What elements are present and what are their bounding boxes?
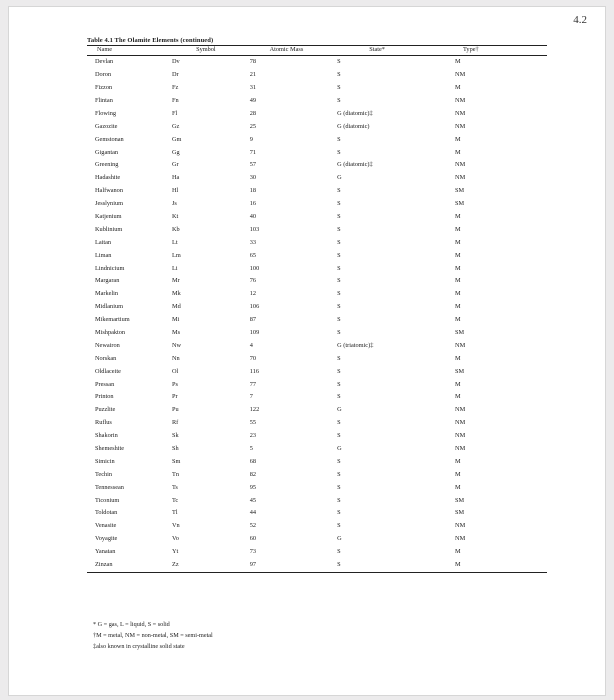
cell-state: S [337,419,341,427]
cell-symbol: Kt [171,212,179,220]
cell-name: Flowing [95,109,116,117]
cell-type: SM [455,509,465,517]
cell-atomic-mass: 60 [249,535,257,543]
cell-atomic-mass: 21 [249,71,257,79]
cell-atomic-mass: 23 [249,432,257,440]
cell-type: M [455,58,461,66]
cell-type: NM [455,432,466,440]
cell-state: G (diatomic)‡ [337,109,373,117]
cell-symbol: Vn [171,522,180,530]
table-row [87,546,547,559]
cell-atomic-mass: 109 [249,329,260,336]
cell-type: M [455,212,461,220]
cell-name: Puzzlite [95,406,116,414]
cell-symbol: Rf [171,419,179,427]
cell-symbol: Kb [171,225,180,233]
table-row [87,443,547,456]
table-row [87,198,547,211]
cell-state: S [337,367,341,375]
cell-name: Norskan [95,354,117,362]
cell-state: S [337,496,341,504]
cell-atomic-mass: 78 [249,58,257,66]
cell-name: Oldlaceite [95,367,121,375]
cell-atomic-mass: 49 [249,96,257,104]
cell-type: M [455,470,461,478]
cell-state: S [337,84,341,92]
cell-type: M [425,559,547,572]
cell-name: Mishpakton [95,329,126,336]
table-row [87,533,547,546]
cell-atomic-mass: 25 [249,122,257,130]
cell-state: S [337,509,341,517]
cell-atomic-mass: 103 [249,225,260,233]
cell-state: G [337,406,342,414]
cell-symbol: Tl [171,509,178,517]
cell-atomic-mass: 31 [249,84,257,92]
cell-type: M [455,457,461,465]
cell-symbol: Dr [171,71,179,79]
cell-state: S [329,559,425,572]
cell-symbol: Nn [171,354,180,362]
document-page [8,6,606,696]
cell-symbol: Ol [171,367,179,375]
cell-state: S [337,316,341,324]
cell-symbol: Js [171,200,177,208]
cell-name: Printon [95,393,114,401]
table-row [87,352,547,365]
cell-atomic-mass: 7 [249,393,253,401]
cell-state: S [337,58,341,66]
table-row [87,120,547,133]
footnote-type: †M = metal, NM = non-metal, SM = semi-metal [93,632,213,639]
cell-state: S [337,225,341,233]
table-row [87,327,547,340]
cell-name: Zinzan [87,559,168,572]
cell-name: Pressan [95,380,115,388]
cell-symbol: Li [171,264,178,272]
table-body [87,56,547,573]
cell-state: G (triatomic)‡ [337,341,374,349]
cell-type: NM [455,535,466,543]
cell-symbol: Pu [171,406,179,414]
cell-type: NM [455,445,466,453]
table-row [87,236,547,249]
cell-type: M [455,135,461,143]
cell-state: S [337,212,341,220]
cell-state: S [337,483,341,491]
cell-name: Mikemartium [95,316,130,324]
cell-state: S [337,251,341,259]
cell-state: S [337,470,341,478]
cell-type: M [455,148,461,156]
cell-state: S [337,329,341,336]
cell-name: Venasite [95,522,117,530]
header-atomic-mass: Atomic Mass [244,46,329,56]
cell-state: S [337,187,341,195]
cell-symbol: Sh [171,445,179,453]
cell-atomic-mass: 16 [249,200,257,208]
cell-name: Techin [95,470,113,478]
cell-atomic-mass: 12 [249,290,257,298]
table-row [87,288,547,301]
cell-symbol: Ps [171,380,178,388]
table-row [87,82,547,95]
cell-atomic-mass: 33 [249,238,257,246]
cell-symbol: Mr [171,277,180,285]
cell-symbol: Tc [171,496,179,504]
table-row [87,95,547,108]
cell-type: M [455,225,461,233]
cell-symbol: Nw [171,341,182,349]
cell-atomic-mass: 30 [249,174,257,182]
table-row [87,507,547,520]
cell-type: M [455,354,461,362]
cell-type: SM [455,367,465,375]
cell-state: S [337,71,341,79]
header-name: Name [87,46,168,56]
cell-type: M [455,251,461,259]
header-type: Type† [425,46,547,56]
cell-atomic-mass: 77 [249,380,257,388]
cell-atomic-mass: 18 [249,187,257,195]
cell-state: G (diatomic) [337,122,370,130]
footnote-state: * G = gas, L = liquid, S = solid [93,621,170,628]
cell-state: S [337,96,341,104]
cell-name: Hadashite [95,174,121,182]
cell-atomic-mass: 45 [249,496,257,504]
cell-name: Ruflus [95,419,112,427]
cell-symbol: Ts [171,483,178,491]
cell-name: Gemstonan [95,135,124,143]
table-row [87,146,547,159]
cell-name: Jesslynium [95,200,123,208]
cell-type: NM [455,419,466,427]
cell-type: NM [455,71,466,79]
cell-state: S [337,290,341,298]
cell-name: Simicin [95,457,115,465]
cell-atomic-mass: 57 [249,161,257,169]
cell-symbol: Tn [171,470,179,478]
cell-symbol: Fn [171,96,179,104]
cell-type: M [455,84,461,92]
cell-state: G [337,174,342,182]
cell-atomic-mass: 52 [249,522,257,530]
cell-name: Gazozite [95,122,118,130]
page-number: 4.2 [573,14,587,26]
table-row [87,494,547,507]
cell-atomic-mass: 73 [249,548,257,556]
cell-atomic-mass: 4 [249,341,253,349]
cell-state: S [337,457,341,465]
cell-type: NM [455,174,466,182]
cell-symbol: Sk [171,432,179,440]
table-row [87,365,547,378]
cell-name: Katjenium [95,212,122,220]
cell-symbol: Sm [171,457,181,465]
cell-state: S [337,548,341,556]
table-row [87,301,547,314]
table-row [87,340,547,353]
cell-name: Newairon [95,341,120,349]
cell-symbol: Yt [171,548,179,556]
cell-state: G (diatomic)‡ [337,161,373,169]
cell-atomic-mass: 68 [249,457,257,465]
table-row [87,520,547,533]
table-row [87,378,547,391]
cell-name: Shakorin [95,432,118,440]
cell-atomic-mass: 65 [249,251,257,259]
header-symbol: Symbol [168,46,244,56]
table-row [87,133,547,146]
table-row [87,172,547,185]
cell-type: NM [455,122,466,130]
cell-type: SM [455,200,465,208]
cell-state: S [337,264,341,272]
elements-table [87,45,547,573]
cell-state: G [337,445,342,453]
cell-atomic-mass: 5 [249,445,253,453]
cell-symbol: Md [171,303,181,311]
cell-atomic-mass: 97 [244,559,329,572]
cell-atomic-mass: 95 [249,483,257,491]
cell-type: M [455,290,461,298]
cell-type: NM [455,341,466,349]
table-title: Table 4.1 The Olamite Elements (continued) [87,37,214,44]
cell-state: S [337,135,341,143]
cell-name: Toldotan [95,509,118,517]
cell-name: Shemeshite [95,445,125,453]
cell-atomic-mass: 87 [249,316,257,324]
table-row [87,430,547,443]
cell-symbol: Gm [171,135,182,143]
table-row [87,249,547,262]
cell-symbol: Mk [171,290,181,298]
cell-name: Lindnicium [95,264,125,272]
cell-state: S [337,522,341,530]
cell-name: Kublinium [95,225,123,233]
cell-atomic-mass: 122 [249,406,260,414]
cell-type: NM [455,406,466,414]
cell-name: Laitan [95,238,112,246]
table-row [87,481,547,494]
cell-type: SM [455,496,465,504]
cell-state: S [337,393,341,401]
cell-type: NM [455,96,466,104]
cell-type: NM [455,109,466,117]
cell-atomic-mass: 70 [249,354,257,362]
cell-state: S [337,380,341,388]
cell-symbol: Fz [171,84,179,92]
cell-state: S [337,200,341,208]
cell-symbol: Zz [168,559,244,572]
cell-atomic-mass: 116 [249,367,259,375]
table-header-row [87,46,547,56]
table-row [87,404,547,417]
cell-type: M [455,238,461,246]
cell-atomic-mass: 44 [249,509,257,517]
cell-name: Ticonium [95,496,120,504]
cell-symbol: Dv [171,58,180,66]
cell-name: Flintan [95,96,113,104]
header-state: State* [329,46,425,56]
cell-atomic-mass: 55 [249,419,257,427]
cell-symbol: Hl [171,187,179,195]
table-row [87,456,547,469]
cell-state: S [337,277,341,285]
cell-type: M [455,277,461,285]
cell-name: Voyagite [95,535,118,543]
cell-type: NM [455,161,466,169]
cell-name: Fizzon [95,84,113,92]
cell-name: Doron [95,71,112,79]
table-row [87,469,547,482]
cell-type: SM [455,329,465,336]
cell-type: M [455,393,461,401]
cell-atomic-mass: 9 [249,135,253,143]
cell-type: NM [455,522,466,530]
cell-atomic-mass: 28 [249,109,257,117]
table-row [87,417,547,430]
cell-name: Greening [95,161,119,169]
cell-symbol: Gz [171,122,180,130]
cell-state: G [337,535,342,543]
cell-symbol: Ha [171,174,180,182]
cell-atomic-mass: 40 [249,212,257,220]
cell-name: Liman [95,251,112,259]
table-row [87,224,547,237]
cell-symbol: Ms [171,329,181,336]
cell-symbol: Pr [171,393,178,401]
cell-name: Gigantan [95,148,119,156]
cell-state: S [337,354,341,362]
cell-type: M [455,316,461,324]
cell-name: Yanatan [95,548,116,556]
table-row [87,559,547,572]
table-row [87,211,547,224]
cell-state: S [337,148,341,156]
cell-atomic-mass: 76 [249,277,257,285]
cell-type: M [455,264,461,272]
cell-symbol: Mi [171,316,180,324]
cell-symbol: Fl [171,109,178,117]
cell-atomic-mass: 82 [249,470,257,478]
cell-symbol: Gg [171,148,180,156]
table-row [87,159,547,172]
cell-atomic-mass: 100 [249,264,260,272]
cell-type: SM [455,187,465,195]
table-row [87,56,547,69]
footnotes [93,619,213,652]
table-row [87,185,547,198]
cell-name: Markelin [95,290,119,298]
cell-type: M [455,303,461,311]
table-row [87,314,547,327]
cell-symbol: Gr [171,161,179,169]
cell-name: Tennessean [95,483,124,491]
cell-symbol: Lt [171,238,178,246]
cell-name: Devlan [95,58,114,66]
table-row [87,262,547,275]
footnote-diatomic: ‡also known in crystalline solid state [93,643,185,650]
cell-type: M [455,483,461,491]
cell-atomic-mass: 71 [249,148,257,156]
table-row [87,391,547,404]
cell-type: M [455,548,461,556]
cell-state: S [337,238,341,246]
cell-atomic-mass: 106 [249,303,260,311]
cell-symbol: Lm [171,251,181,259]
table-row [87,69,547,82]
table-row [87,275,547,288]
cell-state: S [337,432,341,440]
cell-state: S [337,303,341,311]
cell-name: Margaran [95,277,120,285]
table-row [87,108,547,121]
cell-name: Midlanium [95,303,123,311]
cell-type: M [455,380,461,388]
cell-name: Halfwanon [95,187,123,195]
cell-symbol: Vo [171,535,179,543]
